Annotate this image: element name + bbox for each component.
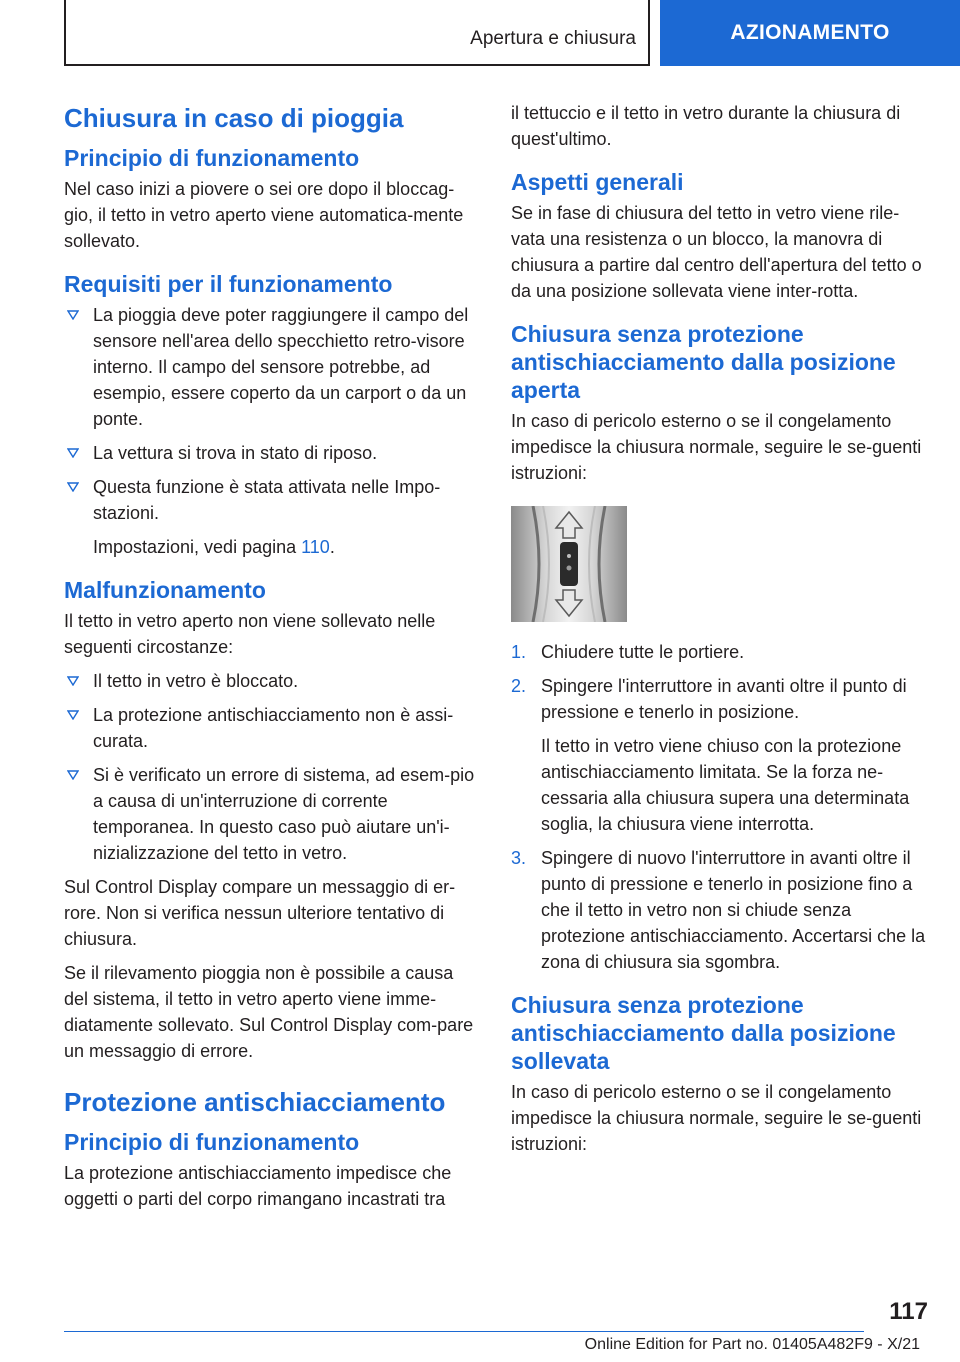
list-item-text: Si è verificato un errore di sistema, ad esem-pio a causa di un'interruzione di corrente temporanea. In questo caso può aiutare un'i-nizializzazione del tetto in vetro.	[93, 765, 475, 863]
step-number: 3.	[511, 848, 527, 868]
list-item-text: La protezione antischiacciamento non è assi-curata.	[93, 705, 454, 751]
bullet-triangle-icon	[67, 676, 79, 686]
step-number: 2.	[511, 676, 527, 696]
closing-steps-list	[511, 639, 931, 975]
paragraph-principle: Nel caso inizi a piovere o sei ore dopo il bloccag-gio, il tetto in vetro aperto viene automatica-mente sollevato.	[64, 179, 464, 251]
step-number: 1.	[511, 642, 527, 662]
header-bottom-rule	[64, 64, 650, 66]
page-number: 117	[889, 1298, 928, 1325]
subheading-pinch-principle: Principio di funzionamento	[64, 1129, 360, 1155]
subheading-general: Aspetti generali	[511, 169, 684, 195]
subheading-principle: Principio di funzionamento	[64, 145, 360, 171]
paragraph-malfunction: Il tetto in vetro aperto non viene sollevato nelle seguenti circostanze:	[64, 611, 436, 657]
subheading-requirements: Requisiti per il funzionamento	[64, 271, 393, 297]
subheading-closing-open: Chiusura senza protezione antischiacciamento dalla posizione aperta	[511, 321, 896, 403]
settings-reference-end: .	[329, 537, 335, 557]
header-separator-rule	[648, 0, 650, 66]
step-item	[511, 673, 931, 837]
bullet-triangle-icon	[67, 770, 79, 780]
bullet-triangle-icon	[67, 482, 79, 492]
list-item	[64, 302, 479, 432]
bullet-triangle-icon	[67, 448, 79, 458]
list-item	[64, 762, 479, 866]
list-item	[64, 474, 479, 560]
list-item-text: Il tetto in vetro è bloccato.	[93, 671, 299, 691]
step-item	[511, 845, 931, 975]
right-column	[511, 100, 931, 1165]
bullet-triangle-icon	[67, 310, 79, 320]
paragraph-display-message: Sul Control Display compare un messaggio di er-rore. Non si verifica nessun ulteriore tentativo di chiusura.	[64, 877, 456, 949]
paragraph-closing-open: In caso di pericolo esterno o se il congelamento impedisce la chiusura normale, seguire le se-guenti istruzioni:	[511, 411, 922, 483]
list-item	[64, 668, 479, 694]
settings-reference-text: Impostazioni, vedi pagina	[93, 537, 302, 557]
list-item-text: La pioggia deve poter raggiungere il campo del sensore nell'area dello specchietto retro-visore interno. Il campo del sensore potrebbe, ad esempio, essere coperto da un carport o da un ponte.	[93, 305, 469, 429]
heading-rain-closing: Chiusura in caso di pioggia	[64, 103, 404, 133]
footer-rule	[64, 1331, 864, 1332]
paragraph-detection: Se il rilevamento pioggia non è possibile a causa del sistema, il tetto in vetro aperto viene imme-diatamente sollevato. Sul Control Display com-pare un messaggio di errore.	[64, 963, 474, 1061]
left-column	[64, 100, 479, 1220]
subheading-malfunction: Malfunzionamento	[64, 577, 266, 603]
list-item	[64, 440, 479, 466]
paragraph-general: Se in fase di chiusura del tetto in vetro viene rile-vata una resistenza o un blocco, la manovra di chiusura a partire dal centro dell'apertura del tetto o da una posizione sollevata viene inter-rotta.	[511, 203, 922, 301]
step-text: Chiudere tutte le portiere.	[541, 642, 745, 662]
bullet-triangle-icon	[67, 710, 79, 720]
step-item	[511, 639, 931, 665]
settings-page-link[interactable]: 110	[301, 537, 330, 557]
header-section-title: Apertura e chiusura	[470, 28, 636, 49]
list-item-text: Questa funzione è stata attivata nelle Impo-stazioni.	[93, 477, 441, 523]
list-item	[64, 702, 479, 754]
requirements-list	[64, 302, 479, 560]
paragraph-pinch-principle: La protezione antischiacciamento impedisce che oggetti o parti del corpo rimangano incastrati tra	[64, 1163, 452, 1209]
paragraph-closing-raised: In caso di pericolo esterno o se il congelamento impedisce la chiusura normale, seguire le se-guenti istruzioni:	[511, 1082, 922, 1154]
subheading-closing-raised: Chiusura senza protezione antischiacciamento dalla posizione sollevata	[511, 992, 896, 1074]
settings-reference	[93, 534, 479, 560]
header-chapter-tab[interactable]: AZIONAMENTO	[660, 0, 960, 66]
step-text: Spingere di nuovo l'interruttore in avanti oltre il punto di pressione e tenerlo in posizione fino a che il tetto in vetro non si chiude senza protezione antischiacciamento. Accertarsi che la zona di chiusura sia sgombra.	[541, 848, 926, 972]
malfunction-list	[64, 668, 479, 866]
list-item-text: La vettura si trova in stato di riposo.	[93, 443, 378, 463]
heading-pinch-protection: Protezione antischiacciamento	[64, 1087, 446, 1117]
footer-edition: Online Edition for Part no. 01405A482F9 - X/21	[584, 1336, 920, 1353]
step-text: Spingere l'interruttore in avanti oltre il punto di pressione e tenerlo in posizione.	[541, 676, 907, 722]
paragraph-continuation: il tettuccio e il tetto in vetro durante la chiusura di quest'ultimo.	[511, 103, 901, 149]
roof-switch-illustration	[511, 506, 627, 622]
step-note: Il tetto in vetro viene chiuso con la protezione antischiacciamento limitata. Se la forza ne-cessaria alla chiusura supera una determinata soglia, la chiusura viene interrotta.	[541, 736, 910, 834]
